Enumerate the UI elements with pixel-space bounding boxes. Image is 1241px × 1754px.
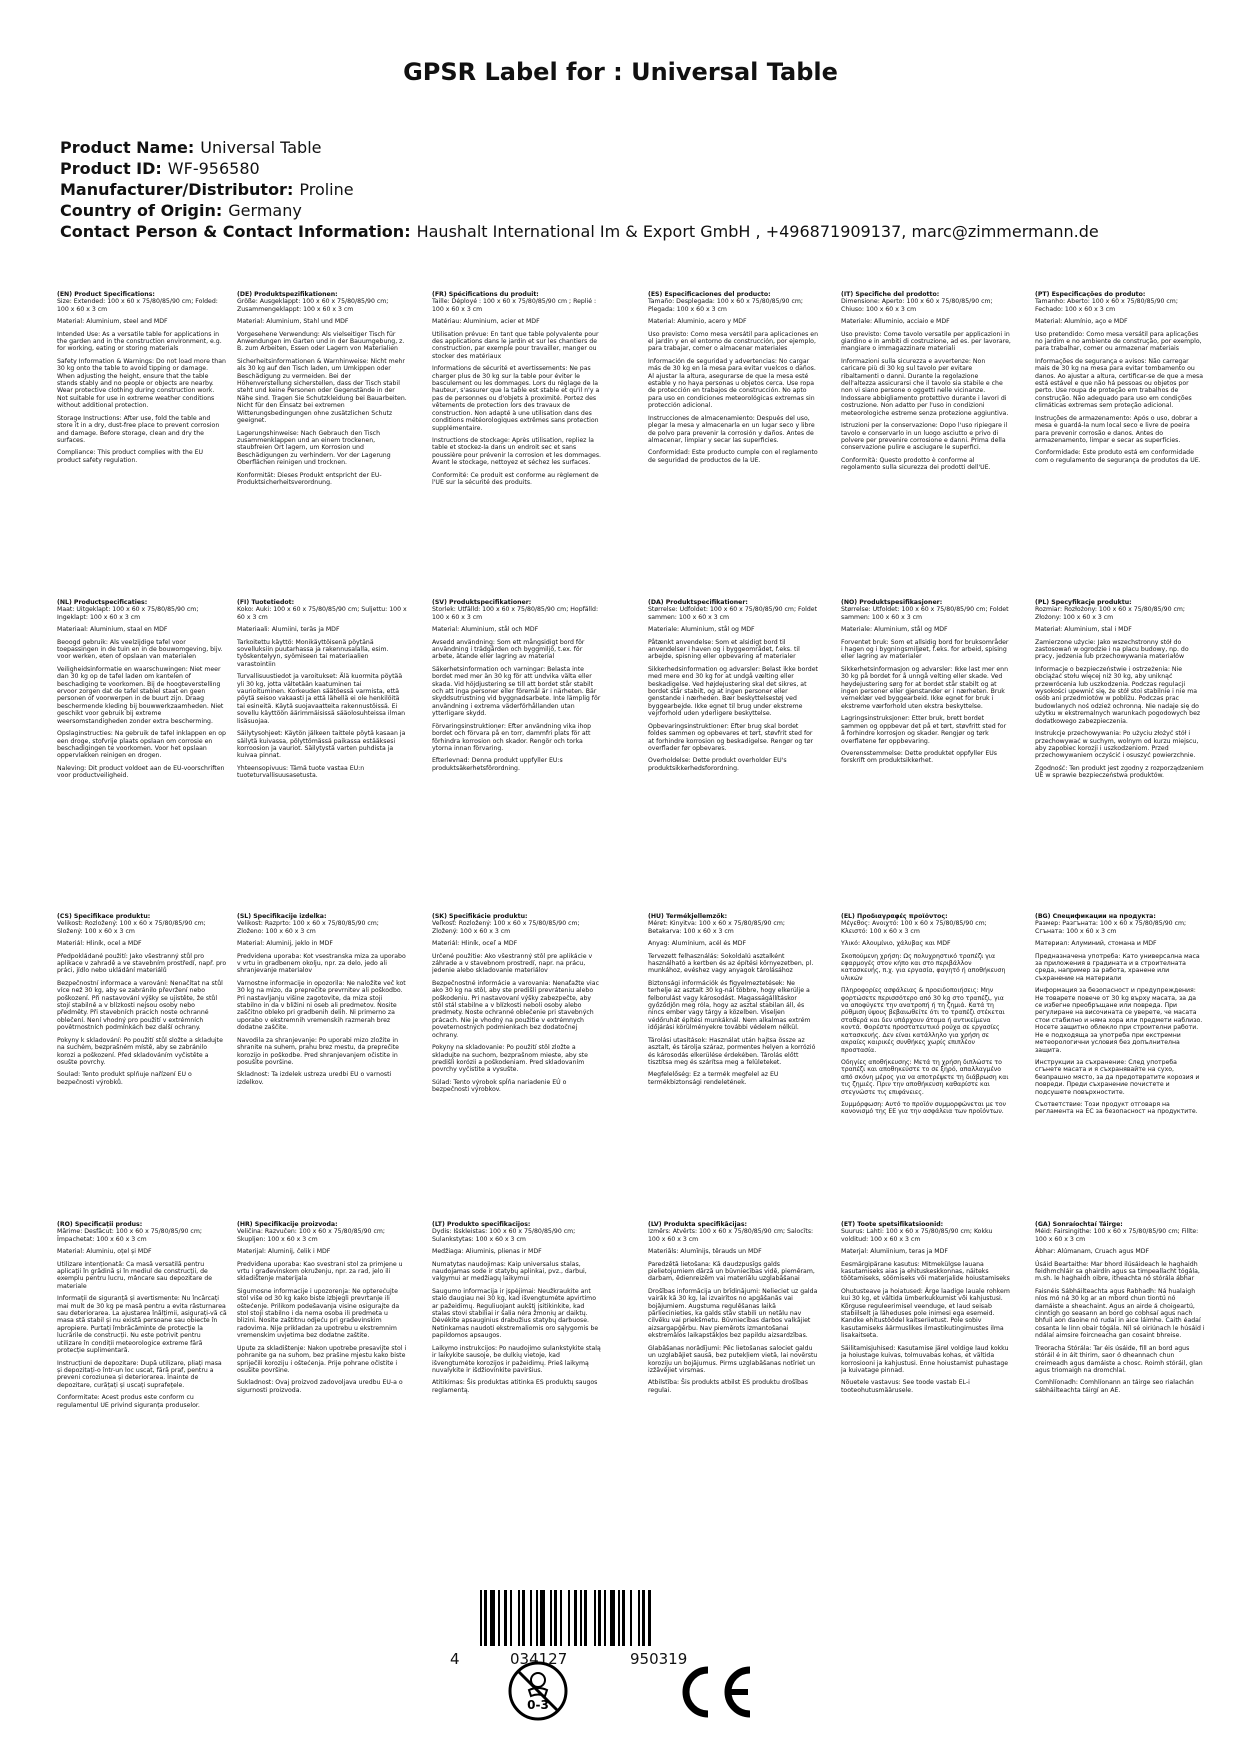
language-paragraph: Sicherheitsinformationen & Warnhinweise: Nicht mehr als 30 kg auf den Tisch laden, um Umkippen oder Beschädigung zu vermeiden. Bei der Höhenverstellung sicherstellen, dass der Tisch stabil steht und keine Personen oder Gegenstände in der Nähe sind. Tragen Sie Schutzkleidung bei Bauarbeiten. Nicht für den Einsatz bei extremen Witterungsbedingungen ohne zusätzlichen Schutz geeignet. (237, 357, 407, 425)
language-block (648, 599, 818, 899)
language-paragraph: Storage Instructions: After use, fold the table and store it in a dry, dust-free place to prevent corrosion and damage. Before storage, clean and dry the surfaces. (57, 414, 220, 444)
language-paragraph: Materiał: Aluminium, stal i MDF (1035, 626, 1132, 634)
language-paragraph: Informations de sécurité et avertissements: Ne pas charger plus de 30 kg sur la table pour éviter le basculement ou les dommages. Lors du réglage de la hauteur, s'assurer que la table est stable et qu'il n'y a pas de personnes ou d'objets à proximité. Portez des vêtements de protection lors des travaux de construction. Non adapté à une utilisation dans des conditions météorologiques extrêmes sans protection supplémentaire. (432, 365, 600, 432)
language-paragraph: Предназначена употреба: Като универсална маса за приложения в градината и в строителната среда, например за работа, хранене или съхранение на материали (1035, 952, 1200, 982)
language-paragraph: Säkerhetsinformation och varningar: Belasta inte bordet med mer än 30 kg för att undvika välta eller skada. Vid höjdjustering se till att bordet står stabilt och att inga personer eller föremål är i närheten. Bär skyddsutrustning vid byggnadsarbete. Inte lämplig för användning i extrema väderförhållanden utan ytterligare skydd. (432, 665, 601, 718)
language-paragraph: Съответствие: Този продукт отговаря на регламента на ЕС за безопасност на продуктите. (1035, 1100, 1198, 1116)
manufacturer-label: Manufacturer/Distributor: (60, 180, 294, 199)
language-paragraph: Soulad: Tento produkt splňuje nařízení EU o bezpečnosti výrobků. (57, 1071, 192, 1086)
barcode-digit-left: 4 (450, 1650, 460, 1668)
barcode-bar (638, 1590, 640, 1646)
language-paragraph: Eesmärgipärane kasutus: Mitmekülgse lauana kasutamiseks aias ja ehituskeskkonnas, näiteks töötamiseks, söömiseks või materjalide hoiustamiseks (841, 1260, 1010, 1283)
language-paragraph: Sikkerhedsinformation og advarsler: Belast ikke bordet med mere end 30 kg for at undgå vælting eller beskadigelse. Ved højdejustering skal det sikres, at bordet står stabilt, og at ingen personer eller genstande i nærheden. Bær beskyttelsestøj ved byggearbejde. Ikke egnet til brug under ekstreme vejrforhold uden yderligere beskyttelse. (648, 665, 818, 718)
language-paragraph: Materijal: Aluminij, čelik i MDF (237, 1248, 331, 1256)
language-header: (EN) Product Specifications: (57, 291, 155, 298)
language-header: (LT) Produkto specifikacijos: (432, 1221, 531, 1228)
language-paragraph: Opbevaringsinstruktioner: Efter brug skal bordet foldes sammen og opbevares et tørt, støvfrit sted for at forhindre korrosion og beskadigelse. Rengør og tør overflader før opbevares. (648, 722, 814, 752)
language-paragraph: Materiaal: Aluminium, staal en MDF (57, 626, 168, 634)
language-paragraph: Určené použitie: Ako všestranný stôl pre aplikácie v záhrade a v stavebnom prostredí, napr. na prácu, jedenie alebo skladovanie materiálov (432, 952, 593, 975)
language-paragraph: Laikymo instrukcijos: Po naudojimo sulankstykite stalą ir laikykite sausoje, be dulkių vietoje, kad išvengtumėte korozijos ir pažeidimų. Prieš laikymą nuvalykite ir išdžiovinkite paviršius. (432, 1344, 601, 1374)
barcode-bar (522, 1590, 525, 1646)
language-header: (FR) Spécifications du produit: (432, 291, 539, 298)
language-paragraph: Compliance: This product complies with the EU product safety regulation. (57, 449, 204, 464)
language-paragraph: Lagerungshinweise: Nach Gebrauch den Tisch zusammenklappen und an einem trockenen, staubfreien Ort lagern, um Korrosion und Beschädigungen zu verhindern. Vor der Lagerung Oberflächen reinigen und trocknen. (237, 429, 391, 467)
product-name-value: Universal Table (200, 138, 322, 157)
language-paragraph: Instructions de stockage: Après utilisation, repliez la table et stockez-la dans un endroit sec et sans poussière pour prévenir la corrosion et les dommages. Avant le stockage, nettoyez et séchez les surfaces. (432, 436, 602, 467)
country-row (60, 200, 1210, 221)
language-paragraph: Efterlevnad: Denna produkt uppfyller EU:s produktsäkerhetsförordning. (432, 757, 563, 772)
language-paragraph: Material: Aluminio, acero y MDF (648, 318, 747, 326)
language-block (432, 1221, 602, 1551)
language-block (432, 913, 602, 1213)
language-block (648, 291, 818, 591)
contact-value: Haushalt International Im & Export GmbH , +496871909137, marc@zimmermann.de (416, 222, 1099, 241)
language-paragraph: Størrelse: Utfoldet: 100 x 60 x 75/80/85/90 cm; Foldet sammen: 100 x 60 x 3 cm (841, 606, 1009, 621)
language-paragraph: Информация за безопасност и предупреждения: Не товарете повече от 30 kg върху масата, за да се избегне преобръщане или повреда. При регулиране на височината се уверете, че масата стои стабилно и няма хора или предмети наблизо. Носете защитно облекло при строителни работи. Не е подходяща за употреба при екстремни метеорологични условия без допълнителна защита. (1035, 987, 1203, 1054)
language-paragraph: Comhlíonadh: Comhlíonann an táirge seo rialachán sábháilteachta táirgí an AE. (1035, 1379, 1194, 1394)
language-paragraph: Konformität: Dieses Produkt entspricht der EU-Produktsicherheitsverordnung. (237, 471, 382, 486)
language-paragraph: Sigurnosne informacije i upozorenja: Ne opterećujte stol više od 30 kg kako biste izbjegli prevrtanje ili oštećenje. Prilikom podešavanja visine osigurajte da stol stoji stabilno i da nema osoba ili predmeta u blizini. Nosite zaštitnu odjeću pri građevinskim radovima. Nije prikladan za upotrebu u ekstremnim vremenskim uvjetima bez dodatne zaštite. (237, 1287, 400, 1340)
language-paragraph: Material: Aluminium, Stahl und MDF (237, 318, 349, 326)
language-paragraph: Storlek: Utfälld: 100 x 60 x 75/80/85/90 cm; Hopfälld: 100 x 60 x 3 cm (432, 606, 599, 621)
barcode-bar (622, 1590, 625, 1646)
ce-mark-icon (670, 1662, 754, 1722)
language-paragraph: Σκοπούμενη χρήση: Ως πολυχρηστικό τραπέζι για εφαρμογές στον κήπο και στο περιβάλλον κατασκευής, π.χ. για εργασία, φαγητό ή αποθήκευση υλικών (841, 952, 1006, 982)
barcode-bar (598, 1590, 601, 1646)
language-header: (FI) Tuotetiedot: (237, 599, 295, 606)
language-paragraph: Tarkoitettu käyttö: Monikäyttöisenä pöytänä sovelluksiin puutarhassa ja rakennusalalla, esim. työskentelyyn, syömiseen tai materiaalien varastointiin (237, 638, 389, 668)
language-block (841, 291, 1011, 591)
language-block (841, 1221, 1011, 1551)
language-paragraph: Υλικό: Αλουμίνιο, χάλυβας και MDF (841, 940, 951, 948)
language-paragraph: Informacje o bezpieczeństwie i ostrzeżenia: Nie obciążać stołu więcej niż 30 kg, aby uniknąć przewrócenia lub uszkodzenia. Podczas regulacji wysokości upewnić się, że stół stoi stabilnie i nie ma osób ani przedmiotów w pobliżu. Podczas prac budowlanych noś odzież ochronną. Nie nadaje się do użytku w ekstremalnych warunkach pogodowych bez dodatkowego zabezpieczenia. (1035, 665, 1201, 725)
language-paragraph: Materiale: Aluminium, stål og MDF (841, 626, 948, 634)
language-paragraph: Yhteensopivuus: Tämä tuote vastaa EU:n tuoteturvallisuusasetusta. (237, 764, 365, 780)
language-paragraph: Utilizare intenționată: Ca masă versatilă pentru aplicații în grădină și în mediul de construcții, de exemplu pentru lucru, mâncare sau depozitare de materiale (57, 1260, 213, 1290)
language-paragraph: Izmērs: Atvērts: 100 x 60 x 75/80/85/90 cm; Salocīts: 100 x 60 x 3 cm (648, 1228, 814, 1243)
barcode-bar (480, 1590, 482, 1646)
language-paragraph: Faisnéis Sábháilteachta agus Rabhadh: Ná hualaigh níos mó ná 30 kg ar an mbord chun tiontú nó damáiste a sheachaint. Agus an airde á choigeartú, cinntigh go seasann an bord go cobhsaí agus nach bhfuil aon daoine nó rudaí in aice láimhe. Caith éadaí cosanta le linn obair tógála. Níl sé oiriúnach le húsáid i ndálaí aimsire foircneacha gan cosaint bhreise. (1035, 1287, 1205, 1340)
language-paragraph: Veličina: Razvučen: 100 x 60 x 75/80/85/90 cm; Skupljen: 100 x 60 x 3 cm (237, 1228, 385, 1243)
language-paragraph: Upute za skladištenje: Nakon upotrebe presavijte stol i pohranite ga na suhom, bez prašine mjestu kako biste spriječili koroziju i oštećenja. Prije pohrane očistite i osušite površine. (237, 1344, 407, 1374)
barcode-bar (580, 1590, 582, 1646)
language-paragraph: Medžiaga: Aliuminis, plienas ir MDF (432, 1248, 542, 1256)
language-paragraph: Tamanho: Aberto: 100 x 60 x 75/80/85/90 cm; Fechado: 100 x 60 x 3 cm (1035, 298, 1178, 313)
language-paragraph: Glabāšanas norādījumi: Pēc lietošanas salociet galdu un uzglabājiet sausā, bez putekļiem vietā, lai novērstu koroziju un bojājumus. Pirms uzglabāšanas notīriet un izžāvējiet virsmas. (648, 1344, 818, 1374)
language-paragraph: Materiál: Hliník, ocel a MDF (57, 940, 142, 948)
language-header: (CS) Specifikace produktu: (57, 913, 151, 920)
language-paragraph: Lagringsinstruksjoner: Etter bruk, brett bordet sammen og oppbevar det på et tørt, støvfritt sted for å forhindre korrosjon og skader. Rengjør og tørk overflatene før oppbevaring. (841, 715, 1007, 745)
language-paragraph: Bezpečnostní informace a varování: Nenačítat na stůl více než 30 kg, aby se zabránilo převržení nebo poškození. Při nastavování výšky se ujistěte, že stůl stojí stabilně a v blízkosti nejsou osoby nebo předměty. Při stavebních pracích noste ochranné oblečení. Není vhodný pro použití v extrémních povětrnostních podmínkách bez další ochrany. (57, 979, 223, 1032)
language-paragraph: Bezpečnostné informácie a varovania: Nenaťažte viac ako 30 kg na stôl, aby ste predišli prevráteniu alebo poškodeniu. Pri nastavovaní výšky zabezpečte, aby stôl stál stabilne a v blízkosti neboli osoby alebo predmety. Noste ochranné oblečenie pri stavebných prácach. Nie je vhodný na použitie v extrémnych poveternostných podmienkach bez dodatočnej ochrany. (432, 979, 599, 1039)
language-paragraph: Información de seguridad y advertencias: No cargar más de 30 kg en la mesa para evitar vuelcos o daños. Al ajustar la altura, asegurarse de que la mesa esté estable y no haya personas u objetos cerca. Use ropa de protección en trabajos de construcción. No apto para uso en condiciones meteorológicas extremas sin protección adicional. (648, 357, 816, 410)
language-paragraph: Informações de segurança e avisos: Não carregar mais de 30 kg na mesa para evitar tombamento ou danos. Ao ajustar a altura, certificar-se de que a mesa está estável e que não há pessoas ou objetos por perto. Use roupa de proteção em trabalhos de construção. Não adequado para uso em condições climáticas extremas sem proteção adicional. (1035, 357, 1204, 410)
language-paragraph: Tervezett felhasználás: Sokoldalú asztalként használható a kertben és az építési környezetben, pl. munkához, evéshez vagy anyagok tárolásához (648, 952, 814, 975)
language-paragraph: Taille: Déployé : 100 x 60 x 75/80/85/90 cm ; Replié : 100 x 60 x 3 cm (432, 298, 597, 313)
barcode (450, 1590, 710, 1668)
svg-text:0-3: 0-3 (527, 1698, 549, 1712)
language-paragraph: Materjal: Alumiinium, teras ja MDF (841, 1248, 948, 1256)
age-0-3-warning-icon (507, 1660, 569, 1722)
language-paragraph: Informazioni sulla sicurezza e avvertenze: Non caricare più di 30 kg sul tavolo per evitare ribaltamenti o danni. Durante la regolazione dell'altezza assicurarsi che il tavolo sia stabile e che non vi siano persone o oggetti nelle vicinanze. Indossare abbigliamento protettivo durante i lavori di costruzione. Non adatto per l'uso in condizioni meteorologiche estreme senza protezione aggiuntiva. (841, 357, 1009, 417)
manufacturer-value: Proline (299, 180, 354, 199)
language-paragraph: Turvallisuustiedot ja varoitukset: Älä kuormita pöytää yli 30 kg, jotta vältetään kaatuminen tai vaurioituminen. Korkeuden säätöessä varmista, että pöytä seisoo vakaasti ja että lähellä ei ole henkilöitä tai esineitä. Käytä suojavaatteita rakennustöissä. Ei sovellu käyttöön äärimmäisissä sääolosuhteissa ilman lisäsuojaa. (237, 673, 406, 725)
language-paragraph: Conformità: Questo prodotto è conforme al regolamento sulla sicurezza dei prodotti dell'UE. (841, 456, 991, 472)
language-header: (SK) Špecifikácie produktu: (432, 913, 528, 920)
barcode-bar (498, 1590, 500, 1646)
language-paragraph: Οδηγίες αποθήκευσης: Μετά τη χρήση διπλώστε το τραπέζι και αποθηκεύστε το σε ξηρό, απαλλαγμένο από σκόνη μέρος για να αποτρέψετε τη διάβρωση και τις ζημιές. Πριν την αποθήκευση καθαρίστε και στεγνώστε τις επιφάνειες. (841, 1058, 1009, 1096)
language-paragraph: Opslaginstructies: Na gebruik de tafel inklappen en op een droge, stofvrije plaats opslaan om corrosie en beschadigingen te voorkomen. Voor het opslaan oppervlakken reinigen en drogen. (57, 730, 226, 760)
language-paragraph: Πληροφορίες ασφάλειας & προειδοποιήσεις: Μην φορτώσετε περισσότερο από 30 kg στο τραπέζι, για να αποφύγετε την ανατροπή ή τη ζημιά. Κατά τη ρύθμιση ύψους βεβαιωθείτε ότι το τραπέζι στέκεται σταθερά και δεν υπάρχουν άτομα ή αντικείμενα κοντά. Φορέστε προστατευτικό ρούχα σε εργασίες κατασκευής. Δεν είναι κατάλληλο για χρήση σε ακραίες καιρικές συνθήκες χωρίς επιπλέον προστασία. (841, 987, 1005, 1054)
language-paragraph: Matériau: Aluminium, acier et MDF (432, 318, 540, 326)
barcode-bar (536, 1590, 538, 1646)
language-paragraph: Beoogd gebruik: Als veelzijdige tafel voor toepassingen in de tuin en in de bouwomgeving, bijv. voor werken, eten of opslaan van materialen (57, 638, 223, 661)
language-header: (LV) Produkta specifikācijas: (648, 1221, 747, 1228)
language-paragraph: Uso pretendido: Como mesa versátil para aplicações no jardim e no ambiente de construção, por exemplo, para trabalhar, comer ou armazenar materiais (1035, 330, 1202, 353)
language-paragraph: Úsáid Beartaithe: Mar bhord ilúsáideach le haghaidh feidhmchláir sa ghairdín agus sa timpeallacht tógála, m.sh. le haghaidh oibre, itheachta nó stórála ábhar (1035, 1260, 1200, 1283)
language-paragraph: Tamaño: Desplegada: 100 x 60 x 75/80/85/90 cm; Plegada: 100 x 60 x 3 cm (648, 298, 803, 313)
language-header: (GA) Sonraíochtaí Táirge: (1035, 1221, 1123, 1228)
language-paragraph: Koko: Auki: 100 x 60 x 75/80/85/90 cm; Suljettu: 100 x 60 x 3 cm (237, 606, 407, 621)
language-paragraph: Conformitate: Acest produs este conform cu regulamentul UE privind siguranța produselor. (57, 1394, 200, 1409)
language-paragraph: Instruções de armazenamento: Após o uso, dobrar a mesa e guardá-la num local seco e livre de poeira para prevenir corrosão e danos. Antes do armazenamento, limpar e secar as superfícies. (1035, 414, 1198, 444)
barcode-bar (490, 1590, 495, 1646)
language-paragraph: Predviđena uporaba: Kao svestrani stol za primjene u vrtu i građevinskom okruženju, npr. za rad, jelo ili skladištenje materijala (237, 1260, 403, 1283)
language-paragraph: Συμμόρφωση: Αυτό το προϊόν συμμορφώνεται με τον κανονισμό της ΕΕ για την ασφάλεια των προϊόντων. (841, 1100, 1006, 1116)
language-paragraph: Dimensione: Aperto: 100 x 60 x 75/80/85/90 cm; Chiuso: 100 x 60 x 3 cm (841, 298, 993, 313)
language-header: (NL) Productspecificaties: (57, 599, 148, 606)
language-block (237, 913, 407, 1213)
barcode-digits-middle: 034127 (510, 1650, 568, 1668)
language-paragraph: Méid: Fairsingithe: 100 x 60 x 75/80/85/90 cm; Fillte: 100 x 60 x 3 cm (1035, 1228, 1199, 1243)
language-header: (EL) Προδιαγραφές προϊόντος: (841, 913, 948, 920)
language-paragraph: Avsedd användning: Som ett mångsidigt bord för användning i trädgården och byggmiljö, t.ex. för arbete, ätande eller lagring av material (432, 638, 585, 661)
language-paragraph: Varnostne informacije in opozorila: Ne naložite več kot 30 kg na mizo, da preprečite prevrnitev ali poškodbo. Pri nastavljanju višine zagotovite, da miza stoji stabilno in da v bližini ni oseb ali predmetov. Nosite zaščitno obleko pri gradbenih delih. Ni primerno za uporabo v ekstremnih vremenskih razmerah brez dodatne zaščite. (237, 979, 406, 1032)
country-label: Country of Origin: (60, 201, 223, 220)
language-paragraph: Maat: Uitgeklapt: 100 x 60 x 75/80/85/90 cm; Ingeklapt: 100 x 60 x 3 cm (57, 606, 199, 621)
language-paragraph: Conformité: Ce produit est conforme au règlement de l'UE sur la sécurité des produits. (432, 471, 599, 486)
product-info (60, 137, 1210, 242)
language-header: (NO) Produktspesifikasjoner: (841, 599, 943, 606)
language-paragraph: Saugumo informacija ir įspėjimai: Neužkraukite ant stalo daugiau nei 30 kg, kad išvengtumėte apvirtimo ar pažeidimų. Reguliuojant aukštį įsitikinkite, kad stalas stovi stabiliai ir šalia nėra žmonių ar daiktų. Dėvėkite apsauginius drabužius statybų darbuose. Netinkamas naudoti ekstremaliomis oro sąlygomis be papildomos apsaugos. (432, 1287, 599, 1340)
language-paragraph: Материал: Алуминий, стомана и MDF (1035, 940, 1157, 948)
barcode-bar (610, 1590, 615, 1646)
language-paragraph: Μέγεθος: Ανοιχτό: 100 x 60 x 75/80/85/90 cm; Κλειστό: 100 x 60 x 3 cm (841, 920, 987, 935)
product-id-label: Product ID: (60, 159, 162, 178)
language-paragraph: Größe: Ausgeklappt: 100 x 60 x 75/80/85/90 cm; Zusammengeklappt: 100 x 60 x 3 cm (237, 298, 389, 313)
page-title: GPSR Label for : Universal Table (403, 58, 838, 86)
barcode-bar (554, 1590, 557, 1646)
language-paragraph: Overholdelse: Dette produkt overholder EU's produktsikkerhedsforordning. (648, 757, 787, 772)
language-paragraph: Material: Aluminij, jeklo in MDF (237, 940, 333, 948)
language-paragraph: Size: Extended: 100 x 60 x 75/80/85/90 cm; Folded: 100 x 60 x 3 cm (57, 298, 218, 313)
language-paragraph: Förvaringsinstruktioner: Efter användning vika ihop bordet och förvara på en torr, dammfri plats för att förhindra korrosion och skador. Rengör och torka ytorna innan förvaring. (432, 722, 592, 752)
contact-row (60, 221, 1210, 242)
language-paragraph: Mărime: Desfăcut: 100 x 60 x 75/80/85/90 cm; Împachetat: 100 x 60 x 3 cm (57, 1228, 202, 1243)
language-paragraph: Súlad: Tento výrobok spĺňa nariadenie EÚ o bezpečnosti výrobkov. (432, 1078, 567, 1094)
language-paragraph: Overensstemmelse: Dette produktet oppfyller EUs forskrift om produktsikkerhet. (841, 749, 997, 765)
language-block (237, 1221, 407, 1551)
language-paragraph: Instrukcje przechowywania: Po użyciu złożyć stół i przechowywać w suchym, wolnym od kurzu miejscu, aby zapobiec korozji i uszkodzeniom. Przed przechowywaniem oczyścić i osuszyć powierzchnie. (1035, 730, 1199, 760)
language-paragraph: Materiāls: Alumīnijs, tērauds un MDF (648, 1248, 762, 1256)
language-header: (SV) Produktspecifikationer: (432, 599, 532, 606)
language-header: (DA) Produktspecifikationer: (648, 599, 748, 606)
language-paragraph: Materiale: Aluminium, stål og MDF (648, 626, 755, 634)
language-paragraph: Conformidad: Este producto cumple con el reglamento de seguridad de productos de la UE. (648, 449, 818, 464)
language-paragraph: Méret: Kinyitva: 100 x 60 x 75/80/85/90 cm; Betakarva: 100 x 60 x 3 cm (648, 920, 785, 935)
language-paragraph: Påtænkt anvendelse: Som et alsidigt bord til anvendelser i haven og i byggeområdet, f.eks. til arbejde, spisning eller opbevaring af materialer (648, 638, 800, 661)
language-paragraph: Instrucciones de almacenamiento: Después del uso, plegar la mesa y almacenarla en un lugar seco y libre de polvo para prevenir la corrosión y daños. Antes de almacenar, limpiar y secar las superficies. (648, 414, 815, 444)
language-paragraph: Atitikimas: Šis produktas atitinka ES produktų saugos reglamentą. (432, 1379, 598, 1394)
language-paragraph: Forventet bruk: Som et allsidig bord for bruksområder i hagen og i bygningsmiljøet, f.eks. for arbeid, spising eller lagring av materialer (841, 638, 1009, 661)
language-block (841, 599, 1011, 899)
product-name-label: Product Name: (60, 138, 195, 157)
language-paragraph: Biztonsági információk és figyelmeztetések: Ne terhelje az asztalt 30 kg-nál többre, hogy elkerülje a felborulást vagy károsodást. Magasságállításkor győződjön meg róla, hogy az asztal stabilan áll, és nincs ember vagy tárgy a közelben. Viseljen védőruhát építési munkáknál. Nem alkalmas extrém időjárási körülményekre további védelem nélkül. (648, 979, 811, 1032)
language-paragraph: Säilitamisjuhised: Kasutamise järel voldige laud kokku ja hoiustage kuivas, tolmuvabas kohas, et vältida korrosiooni ja kahjustusi. Enne hoiustamist puhastage ja kuivatage pinnad. (841, 1344, 1009, 1374)
language-paragraph: Zamierzone użycie: Jako wszechstronny stół do zastosowań w ogrodzie i na placu budowy, np. do pracy, jedzenia lub przechowywania materiałów (1035, 638, 1189, 661)
language-paragraph: Uso previsto: Como mesa versátil para aplicaciones en el jardín y en el entorno de construcción, por ejemplo, para trabajar, comer o almacenar materiales (648, 330, 818, 353)
contact-label: Contact Person & Contact Information: (60, 222, 411, 241)
language-paragraph: Nõuetele vastavus: See toode vastab EL-i tooteohutusmäärusele. (841, 1379, 970, 1394)
language-block (432, 291, 602, 591)
language-block (237, 599, 407, 899)
language-paragraph: Material: Aluminium, stål och MDF (432, 626, 539, 634)
language-block (648, 1221, 818, 1551)
language-paragraph: Istruzioni per la conservazione: Dopo l'uso ripiegare il tavolo e conservarlo in un luogo asciutto e privo di polvere per prevenire corrosione e danni. Prima della conservazione pulire e asciugare le superfici. (841, 422, 1008, 452)
language-header: (SL) Specifikacije izdelka: (237, 913, 327, 920)
language-block (841, 913, 1011, 1213)
product-id-value: WF-956580 (167, 159, 260, 178)
language-block (237, 291, 407, 591)
language-paragraph: Instrucțiuni de depozitare: După utilizare, pliați masa și depozitați-o într-un loc uscat, fără praf, pentru a preveni coroziunea și deteriorarea. Înainte de depozitare, curățați și uscați suprafețele. (57, 1359, 222, 1389)
language-paragraph: Treoracha Stórála: Tar éis úsáide, fill an bord agus stóráil é in áit thirim, saor ó dheannach chun creimeadh agus damáiste a chosc. Roimh stóráil, glan agus triomaigh na dromchlaí. (1035, 1344, 1203, 1374)
language-paragraph: Rozmiar: Rozłożony: 100 x 60 x 75/80/85/90 cm; Złożony: 100 x 60 x 3 cm (1035, 606, 1185, 621)
barcode-bar (584, 1590, 587, 1646)
language-paragraph: Ábhar: Alúmanam, Cruach agus MDF (1035, 1248, 1150, 1256)
language-paragraph: Pokyny k skladování: Po použití stůl složte a skladujte na suchém, bezprašném místě, aby se zabránilo korozi a poškození. Před skladováním vyčistěte a osušte povrchy. (57, 1036, 223, 1066)
product-id-row (60, 158, 1210, 179)
language-header: (IT) Specifiche del prodotto: (841, 291, 940, 298)
language-paragraph: Navodila za shranjevanje: Po uporabi mizo zložite in shranite na suhem, prahu brez mestu, da preprečite korozijo in poškodbe. Pred shranjevanjem očistite in posušite površine. (237, 1036, 399, 1066)
language-paragraph: Safety Information & Warnings: Do not load more than 30 kg onto the table to avoid tipping or damage. When adjusting the height, ensure that the table stands stably and no people or objects are nearby. Wear protective clothing during construction work. Not suitable for use in extreme weather conditions without additional protection. (57, 357, 226, 410)
barcode-bar (530, 1590, 532, 1646)
language-paragraph: Atbilstība: Šis produkts atbilst ES produktu drošības regulai. (648, 1379, 808, 1394)
language-paragraph: Predvidena uporaba: Kot vsestranska miza za uporabo v vrtu in gradbenem okolju, npr. za delo, jedo ali shranjevanje materialov (237, 952, 406, 975)
language-paragraph: Materiaali: Alumiini, teräs ja MDF (237, 626, 340, 634)
language-paragraph: Sikkerhetsinformasjon og advarsler: Ikke last mer enn 30 kg på bordet for å unngå velting eller skade. Ved høydejustering sørg for at bordet står stabilt og at ingen personer eller gjenstander er i nærheten. Bruk verneklær ved byggearbeid. Ikke egnet for bruk i ekstreme værforhold uten ekstra beskyttelse. (841, 665, 1008, 710)
language-paragraph: Dydis: Išskleistas: 100 x 60 x 75/80/85/90 cm; Sulankstytas: 100 x 60 x 3 cm (432, 1228, 576, 1243)
language-paragraph: Naleving: Dit product voldoet aan de EU-voorschriften voor productveiligheid. (57, 764, 225, 780)
language-block (57, 291, 227, 591)
language-block (648, 913, 818, 1213)
language-paragraph: Suurus: Lahti: 100 x 60 x 75/80/85/90 cm; Kokku volditud: 100 x 60 x 3 cm (841, 1228, 993, 1243)
language-paragraph: Velikost: Rozložený: 100 x 60 x 75/80/85/90 cm; Složený: 100 x 60 x 3 cm (57, 920, 206, 935)
barcode-bar (518, 1590, 520, 1646)
language-header: (HU) Termékjellemzők: (648, 913, 728, 920)
language-paragraph: Material: Aluminium, steel and MDF (57, 318, 168, 326)
barcode-bar (618, 1590, 620, 1646)
language-paragraph: Säilytysohjeet: Käytön jälkeen taittele pöytä kasaan ja säilytä kuivassa, pölyttömässä paikassa estääksesi korroosion ja vauriot. Säilytystä varten puhdista ja kuivaa pinnat. (237, 730, 406, 760)
barcode-bar (550, 1590, 552, 1646)
language-block (1035, 291, 1205, 591)
language-paragraph: Tárolási utasítások: Használat után hajtsa össze az asztalt, és tárolja száraz, pormentes helyen a korrózió és károsodás elkerülése érdekében. Tárolás előtt tisztítsa meg és szárítsa meg a felületeket. (648, 1036, 816, 1066)
language-header: (PT) Especificações do produto: (1035, 291, 1146, 298)
language-block (432, 599, 602, 899)
language-paragraph: Skladnost: Ta izdelek ustreza uredbi EU o varnosti izdelkov. (237, 1071, 392, 1086)
language-block (1035, 599, 1205, 899)
language-header: (RO) Specificații produs: (57, 1221, 143, 1228)
barcode-bar (510, 1590, 512, 1646)
language-paragraph: Conformidade: Este produto está em conformidade com o regulamento de segurança de produtos da UE. (1035, 449, 1201, 464)
language-header: (ET) Toote spetsifikatsioonid: (841, 1221, 944, 1228)
language-paragraph: Informații de siguranță și avertismente: Nu încărcați mai mult de 30 kg pe masă pentru a evita răsturnarea sau deteriorarea. La ajustarea înălțimii, asigurați-vă că masa stă stabil și nu există persoane sau obiecte în apropiere. Purtați îmbrăcăminte de protecție la lucrările de construcții. Nu este potrivit pentru utilizare în condiții meteorologice extreme fără protecție suplimentară. (57, 1295, 227, 1355)
language-paragraph: Sukladnost: Ovaj proizvod zadovoljava uredbu EU-a o sigurnosti proizvoda. (237, 1379, 403, 1394)
language-paragraph: Materiale: Alluminio, acciaio e MDF (841, 318, 950, 326)
language-paragraph: Veiligheidsinformatie en waarschuwingen: Niet meer dan 30 kg op de tafel laden om kantelen of beschadiging te voorkomen. Bij de hoogteverstelling ervoor zorgen dat de tafel stabiel staat en geen personen of voorwerpen in de buurt zijn. Draag beschermende kleding bij bouwwerkzaamheden. Niet geschikt voor gebruik bij extreme weersomstandigheden zonder extra bescherming. (57, 665, 224, 725)
language-paragraph: Ohutusteave ja hoiatused: Ärge laadige lauale rohkem kui 30 kg, et vältida ümberkukkumist või kahjustusi. Kõrguse reguleerimisel veenduge, et laud seisab stabiilselt ja läheduses pole inimesi ega esemeid. Kandke ehitustöödel kaitseriietust. Pole sobiv kasutamiseks äärmuslikes ilmastikutingimustes ilma lisakaitseta. (841, 1287, 1010, 1340)
barcode-bar (594, 1590, 596, 1646)
language-paragraph: Intended Use: As a versatile table for applications in the garden and in the construction environment, e.g. for working, eating or storing materials (57, 330, 222, 353)
language-header: (HR) Specifikacije proizvoda: (237, 1221, 338, 1228)
barcode-bar (642, 1590, 645, 1646)
language-paragraph: Размер: Разгъната: 100 x 60 x 75/80/85/90 cm; Сгъната: 100 x 60 x 3 cm (1035, 920, 1187, 935)
barcode-bar (504, 1590, 507, 1646)
language-paragraph: Drošības informācija un brīdinājumi: Nelieciet uz galda vairāk kā 30 kg, lai izvairītos no apgāšanās vai bojājumiem. Augstuma regulēšanas laikā pārliecinieties, ka galds stāv stabili un netālu nav cilvēku vai priekšmetu. Būvniecības darbos valkājiet aizsargapģērbu. Nav piemērots izmantošanai ekstremālos laikapstākļos bez papildu aizsardzības. (648, 1287, 818, 1340)
barcode-bar (574, 1590, 577, 1646)
language-paragraph: Paredzētā lietošana: Kā daudzpusīgs galds pielietojumiem dārzā un būvniecības vidē, piemēram, darbam, ēdienreizēm vai materiālu uzglabāšanai (648, 1260, 815, 1283)
language-paragraph: Materiál: Hliník, oceľ a MDF (432, 940, 518, 948)
barcode-bars (480, 1590, 710, 1646)
language-paragraph: Størrelse: Udfoldet: 100 x 60 x 75/80/85/90 cm; Foldet sammen: 100 x 60 x 3 cm (648, 606, 818, 621)
language-paragraph: Utilisation prévue: En tant que table polyvalente pour des applications dans le jardin et sur les chantiers de construction, par exemple pour travailler, manger ou stocker des matériaux (432, 330, 599, 360)
barcode-bar (568, 1590, 570, 1646)
language-block (57, 913, 227, 1213)
language-block (57, 599, 227, 899)
barcode-bar (484, 1590, 487, 1646)
language-header: (PL) Specyfikacje produktu: (1035, 599, 1132, 606)
language-paragraph: Vorgesehene Verwendung: Als vielseitiger Tisch für Anwendungen im Garten und in der Bauumgebung, z. B. zum Arbeiten, Essen oder Lagern von Materialien (237, 330, 405, 353)
language-paragraph: Material: Aluminiu, oțel și MDF (57, 1248, 152, 1256)
country-value: Germany (228, 201, 302, 220)
barcode-bar (630, 1590, 632, 1646)
language-block (1035, 1221, 1205, 1551)
language-paragraph: Veľkosť: Rozložený: 100 x 60 x 75/80/85/90 cm; Zložený: 100 x 60 x 3 cm (432, 920, 580, 935)
language-paragraph: Zgodność: Ten produkt jest zgodny z rozporządzeniem UE w sprawie bezpieczeństwa produktów. (1035, 764, 1204, 780)
barcode-bar (648, 1590, 651, 1646)
language-paragraph: Anyag: Alumínium, acél és MDF (648, 940, 747, 948)
language-paragraph: Uso previsto: Come tavolo versatile per applicazioni in giardino e in ambiti di costruzione, ad es. per lavorare, mangiare o immagazzinare materiali (841, 330, 1011, 353)
language-header: (DE) Produktspezifikationen: (237, 291, 338, 298)
language-block (1035, 913, 1205, 1213)
manufacturer-row (60, 179, 1210, 200)
language-paragraph: Material: Alumínio, aço e MDF (1035, 318, 1128, 326)
language-paragraph: Předpokládané použití: Jako všestranný stůl pro aplikace v zahradě a ve stavebním prostředí, např. pro práci, jídlo nebo ukládání materiálů (57, 952, 227, 975)
barcode-bar (540, 1590, 545, 1646)
language-paragraph: Pokyny na skladovanie: Po použití stôl zložte a skladujte na suchom, bezprašnom mieste, aby ste predišli korózii a poškodeniam. Pred skladovaním povrchy vyčistite a vysušte. (432, 1044, 588, 1074)
barcode-digits-right: 950319 (630, 1650, 688, 1668)
barcode-bar (604, 1590, 606, 1646)
language-paragraph: Инструкции за съхранение: След употреба сгънете масата и я съхранявайте на сухо, безпрашно място, за да предотвратите корозия и повреди. Преди съхранение почистете и подсушете повърхностите. (1035, 1058, 1200, 1096)
language-header: (BG) Спецификации на продукта: (1035, 913, 1156, 920)
barcode-bar (560, 1590, 562, 1646)
language-paragraph: Velikost: Razprto: 100 x 60 x 75/80/85/90 cm; Zloženo: 100 x 60 x 3 cm (237, 920, 379, 935)
product-name-row (60, 137, 1210, 158)
language-paragraph: Numatytas naudojimas: Kaip universalus stalas, naudojamas sode ir statybų aplinkai, pvz., darbui, valgymui ar medžiagų laikymui (432, 1260, 587, 1283)
language-block (57, 1221, 227, 1551)
language-paragraph: Megfelelőség: Ez a termék megfelel az EU termékbiztonsági rendeletének. (648, 1071, 779, 1086)
language-header: (ES) Especificaciones del producto: (648, 291, 771, 298)
